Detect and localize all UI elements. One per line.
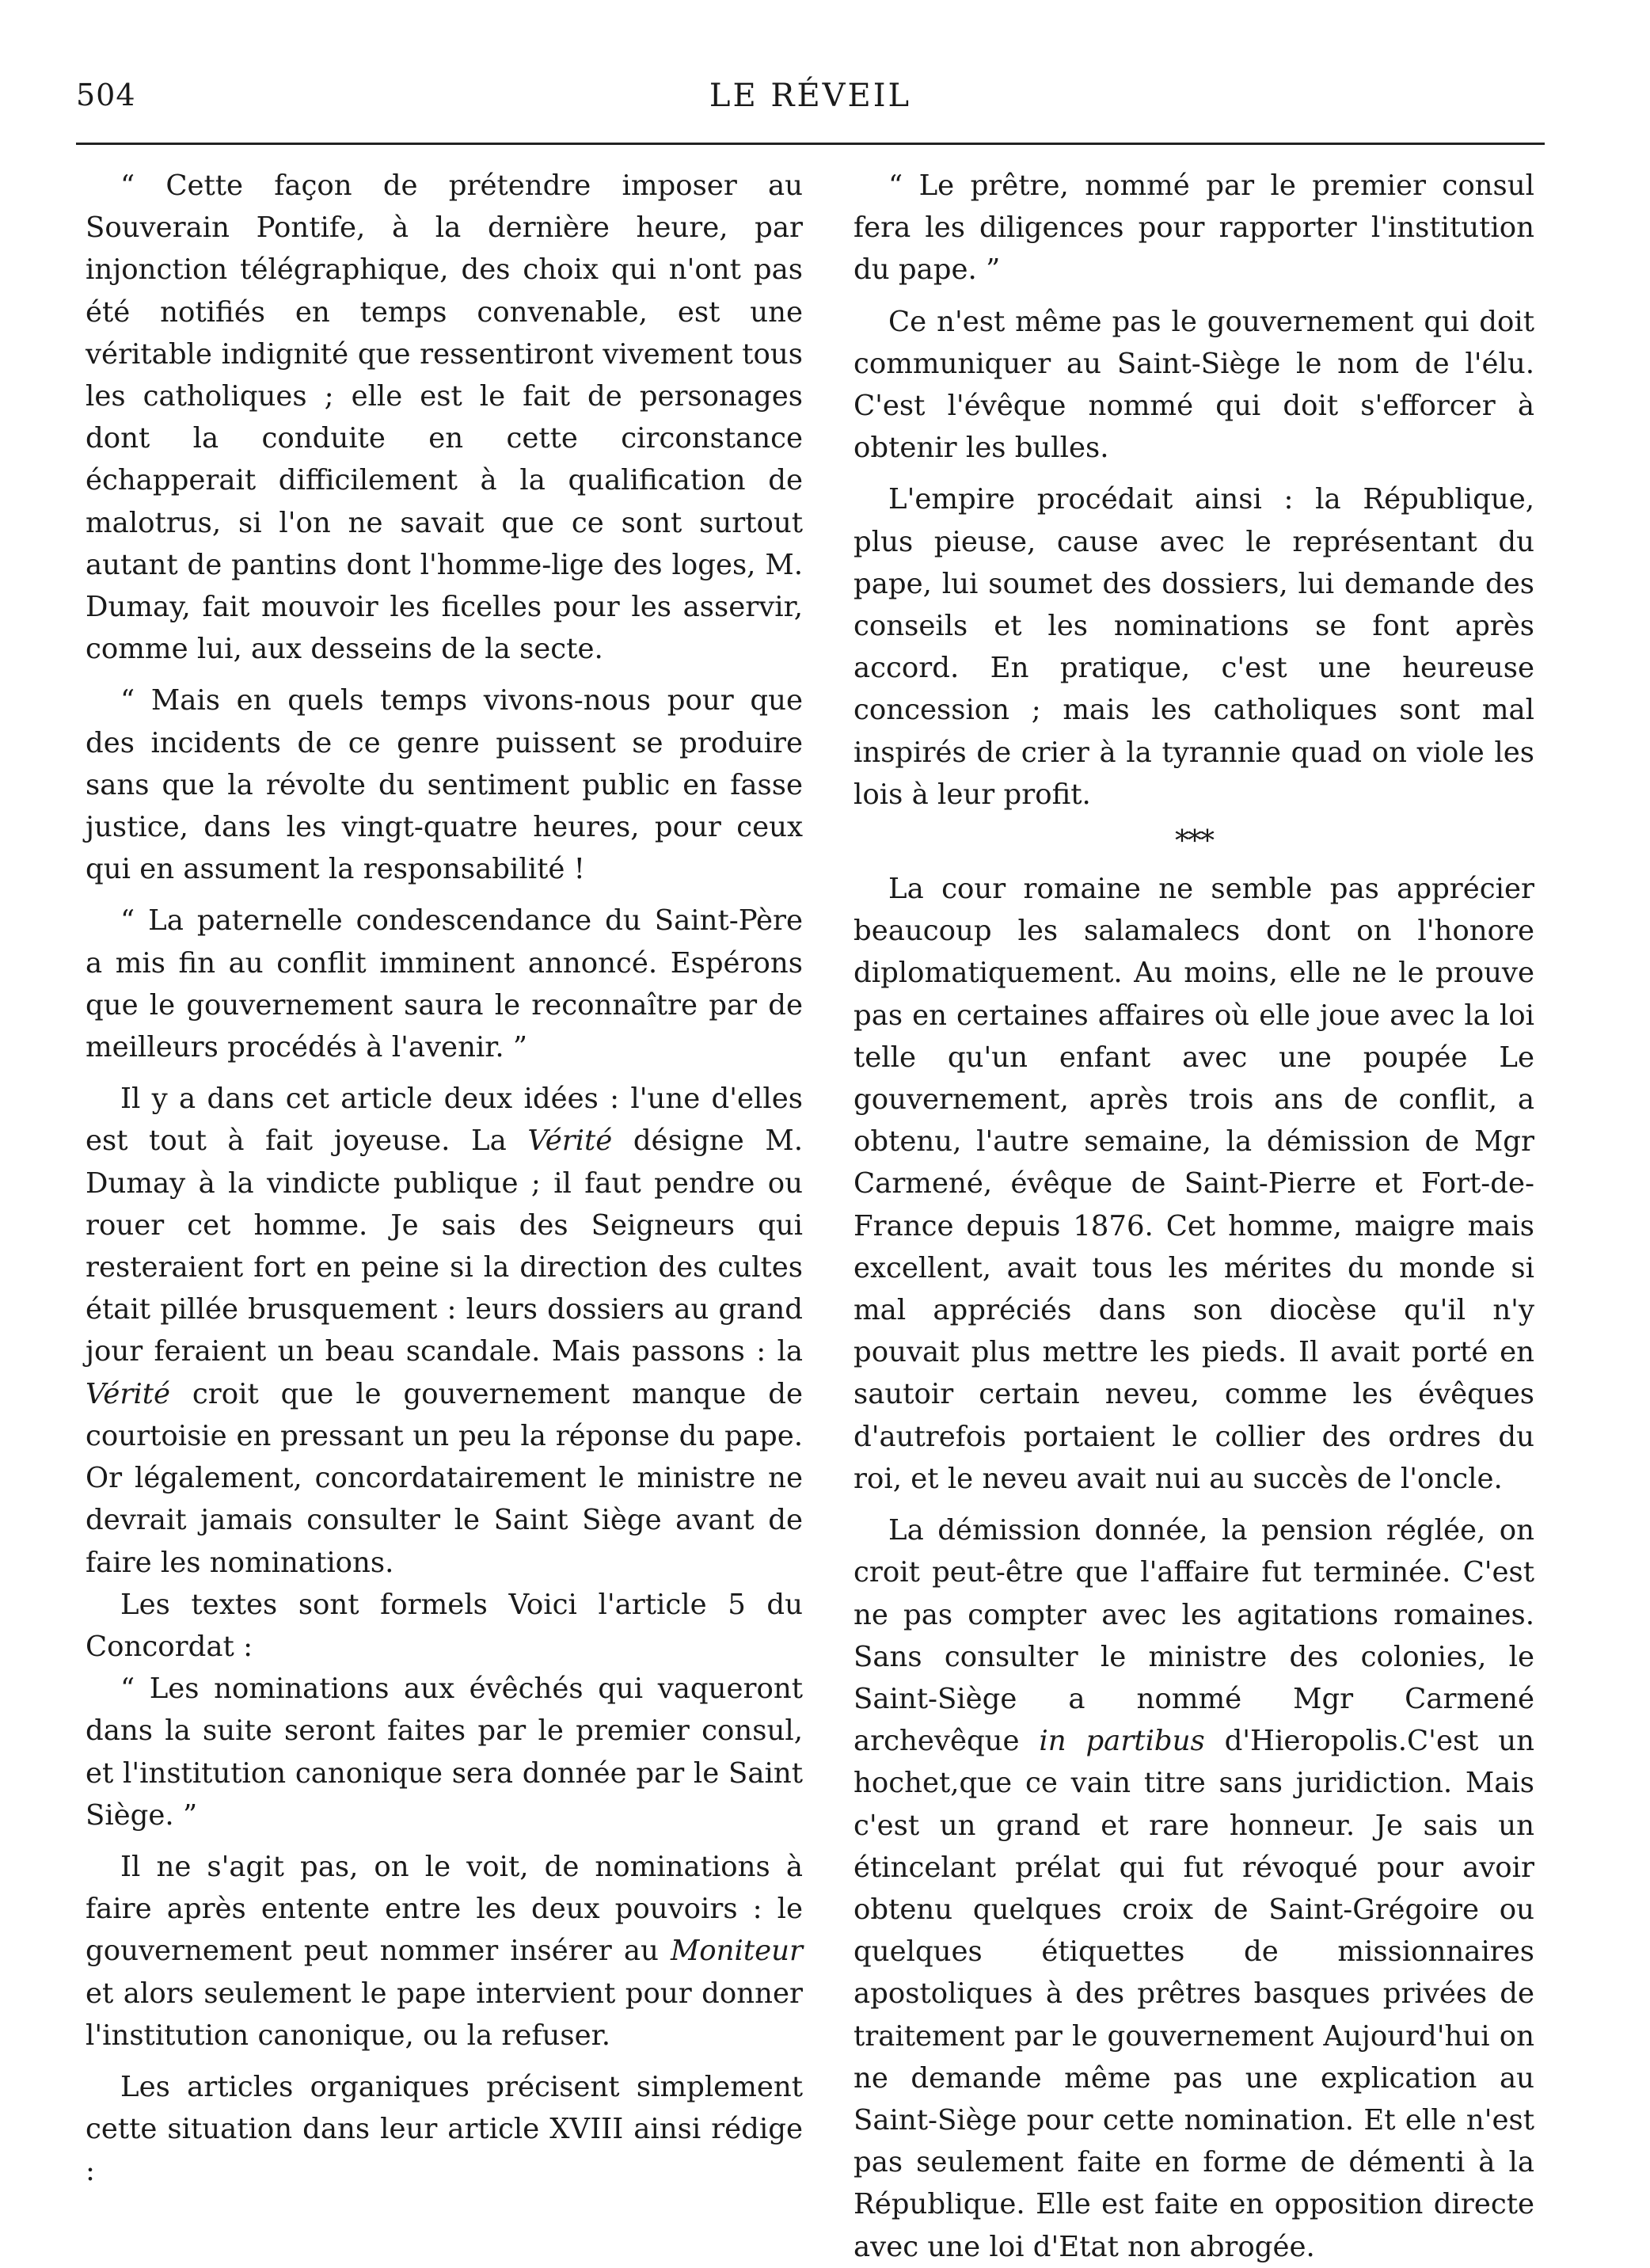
paragraph: Les articles organiques précisent simplement cette situation dans leur article XVIII ainsi rédige : xyxy=(86,2070,803,2188)
paragraph: Ce n'est même pas le gouvernement qui doit communiquer au Saint-Siège le nom de l'élu. C'est l'évêque nommé qui doit s'efforcer à obtenir les bulles. xyxy=(854,305,1534,465)
left-column xyxy=(86,165,803,2193)
newspaper-title: Moniteur xyxy=(670,1935,803,1968)
paragraph: La cour romaine ne semble pas apprécier beaucoup les salamalecs dont on l'honore diplomatiquement. Au moins, elle ne le prouve pas en certaines affaires où elle joue avec la loi telle qu'un enfant avec une poupée Le gouvernement, après trois ans de conflit, a obtenu, l'autre semaine, la démission de Mgr Carmené, évêque de Saint-Pierre et Fort-de-France depuis 1876. Cet homme, maigre mais excellent, avait tous les mérites du monde si mal appréciés dans son diocèse qu'il n'y pouvait plus mettre les pieds. Il avait porté en sautoir certain neveu, comme les évêques d'autrefois portaient le collier des ordres du roi, et le neveu avait nui au succès de l'oncle. xyxy=(854,873,1534,1495)
paragraph: “ Cette façon de prétendre imposer au Souverain Pontife, à la dernière heure, par injonction télégraphique, des choix qui n'ont pas été notifiés en temps convenable, est une véritable indignité que ressentiront vivement tous les catholiques ; elle est le fait de personages dont la conduite en cette circonstance échapperait difficilement à la qualification de malotrus, si l'on ne savait que ce sont surtout autant de pantins dont l'homme-lige des loges, M. Dumay, fait mouvoir les ficelles pour les asservir, comme lui, aux desseins de la secte. xyxy=(86,169,803,666)
paragraph-text: et alors seulement le pape intervient pour donner l'institution canonique, ou la refuser. xyxy=(86,1977,803,2052)
paragraph: “ Le prêtre, nommé par le premier consul fera les diligences pour rapporter l'institution du pape. ” xyxy=(854,169,1534,287)
header-rule xyxy=(76,143,1545,145)
paragraph-text: Il ne s'agit pas, on le voit, de nominations à faire après entente entre les deux pouvoirs : le gouvernement peut nommer insérer au xyxy=(86,1850,803,1968)
paragraph xyxy=(86,1078,803,1583)
paragraph: “ La paternelle condescendance du Saint-Père a mis fin au conflit imminent annoncé. Espérons que le gouvernement saura le reconnaître par de meilleurs procédés à l'avenir. ” xyxy=(86,904,803,1064)
section-separator: *** xyxy=(1175,825,1213,858)
newspaper-title: Vérité xyxy=(527,1124,613,1158)
journal-title: LE RÉVEIL xyxy=(709,78,912,114)
paragraph-text: croit que le gouvernement manque de courtoisie en pressant un peu la réponse du pape. Or légalement, concordatairement le ministre ne devrait jamais consulter le Saint Siège avant de faire les nominations. xyxy=(86,1377,803,1579)
paragraph: L'empire procédait ainsi : la République, plus pieuse, cause avec le représentant du pape, lui soumet des dossiers, lui demande des conseils et les nominations se font après accord. En pratique, c'est une heureuse concession ; mais les catholiques sont mal inspirés de crier à la tyrannie quad on viole les lois à leur profit. xyxy=(854,483,1534,811)
paragraph: Les textes sont formels Voici l'article 5 du Concordat : xyxy=(86,1588,803,1663)
paragraph: “ Mais en quels temps vivons-nous pour que des incidents de ce genre puissent se produire sans que la révolte du sentiment public en fasse justice, dans les vingt-quatre heures, pour ceux qui en assument la responsabilité ! xyxy=(86,684,803,886)
page-number: 504 xyxy=(76,78,136,112)
paragraph xyxy=(854,1509,1534,2268)
newspaper-title: Vérité xyxy=(86,1377,170,1410)
paragraph-text: Il y a dans cet article deux idées : l'une d'elles est tout à fait joyeuse. La xyxy=(86,1083,803,1158)
paragraph-text: La démission donnée, la pension réglée, on croit peut-être que l'affaire fut terminée. C'est ne pas compter avec les agitations romaines. Sans consulter le ministre des colonies, le Saint-Siège a nommé Mgr Carmené archevêque xyxy=(854,1514,1534,1758)
right-column xyxy=(854,165,1534,2268)
page-header xyxy=(76,78,1545,133)
latin-phrase: in partibus xyxy=(1039,1725,1205,1758)
paragraph xyxy=(86,1846,803,2057)
paragraph: “ Les nominations aux évêchés qui vaqueront dans la suite seront faites par le premier consul, et l'institution canonique sera donnée par le Saint Siège. ” xyxy=(86,1672,803,1832)
paragraph-text: d'Hieropolis.C'est un hochet,que ce vain titre sans juridiction. Mais c'est un grand et rare honneur. Je sais un étincelant prélat qui fut révoqué pour avoir obtenu quelques croix de Saint-Grégoire ou quelques étiquettes de missionnaires apostoliques à des prêtres basques privées de traitement par le gouvernement Aujourd'hui on ne demande même pas une explication au Saint-Siège pour cette nomination. Et elle n'est pas seulement faite en forme de démenti à la République. Elle est faite en opposition directe avec une loi d'Etat non abrogée. xyxy=(854,1725,1534,2263)
paragraph-text: désigne M. Dumay à la vindicte publique ; il faut pendre ou rouer cet homme. Je sais des Seigneurs qui resteraient fort en peine si la direction des cultes était pillée brusquement : leurs dossiers au grand jour feraient un beau scandale. Mais passons : la xyxy=(86,1124,803,1368)
